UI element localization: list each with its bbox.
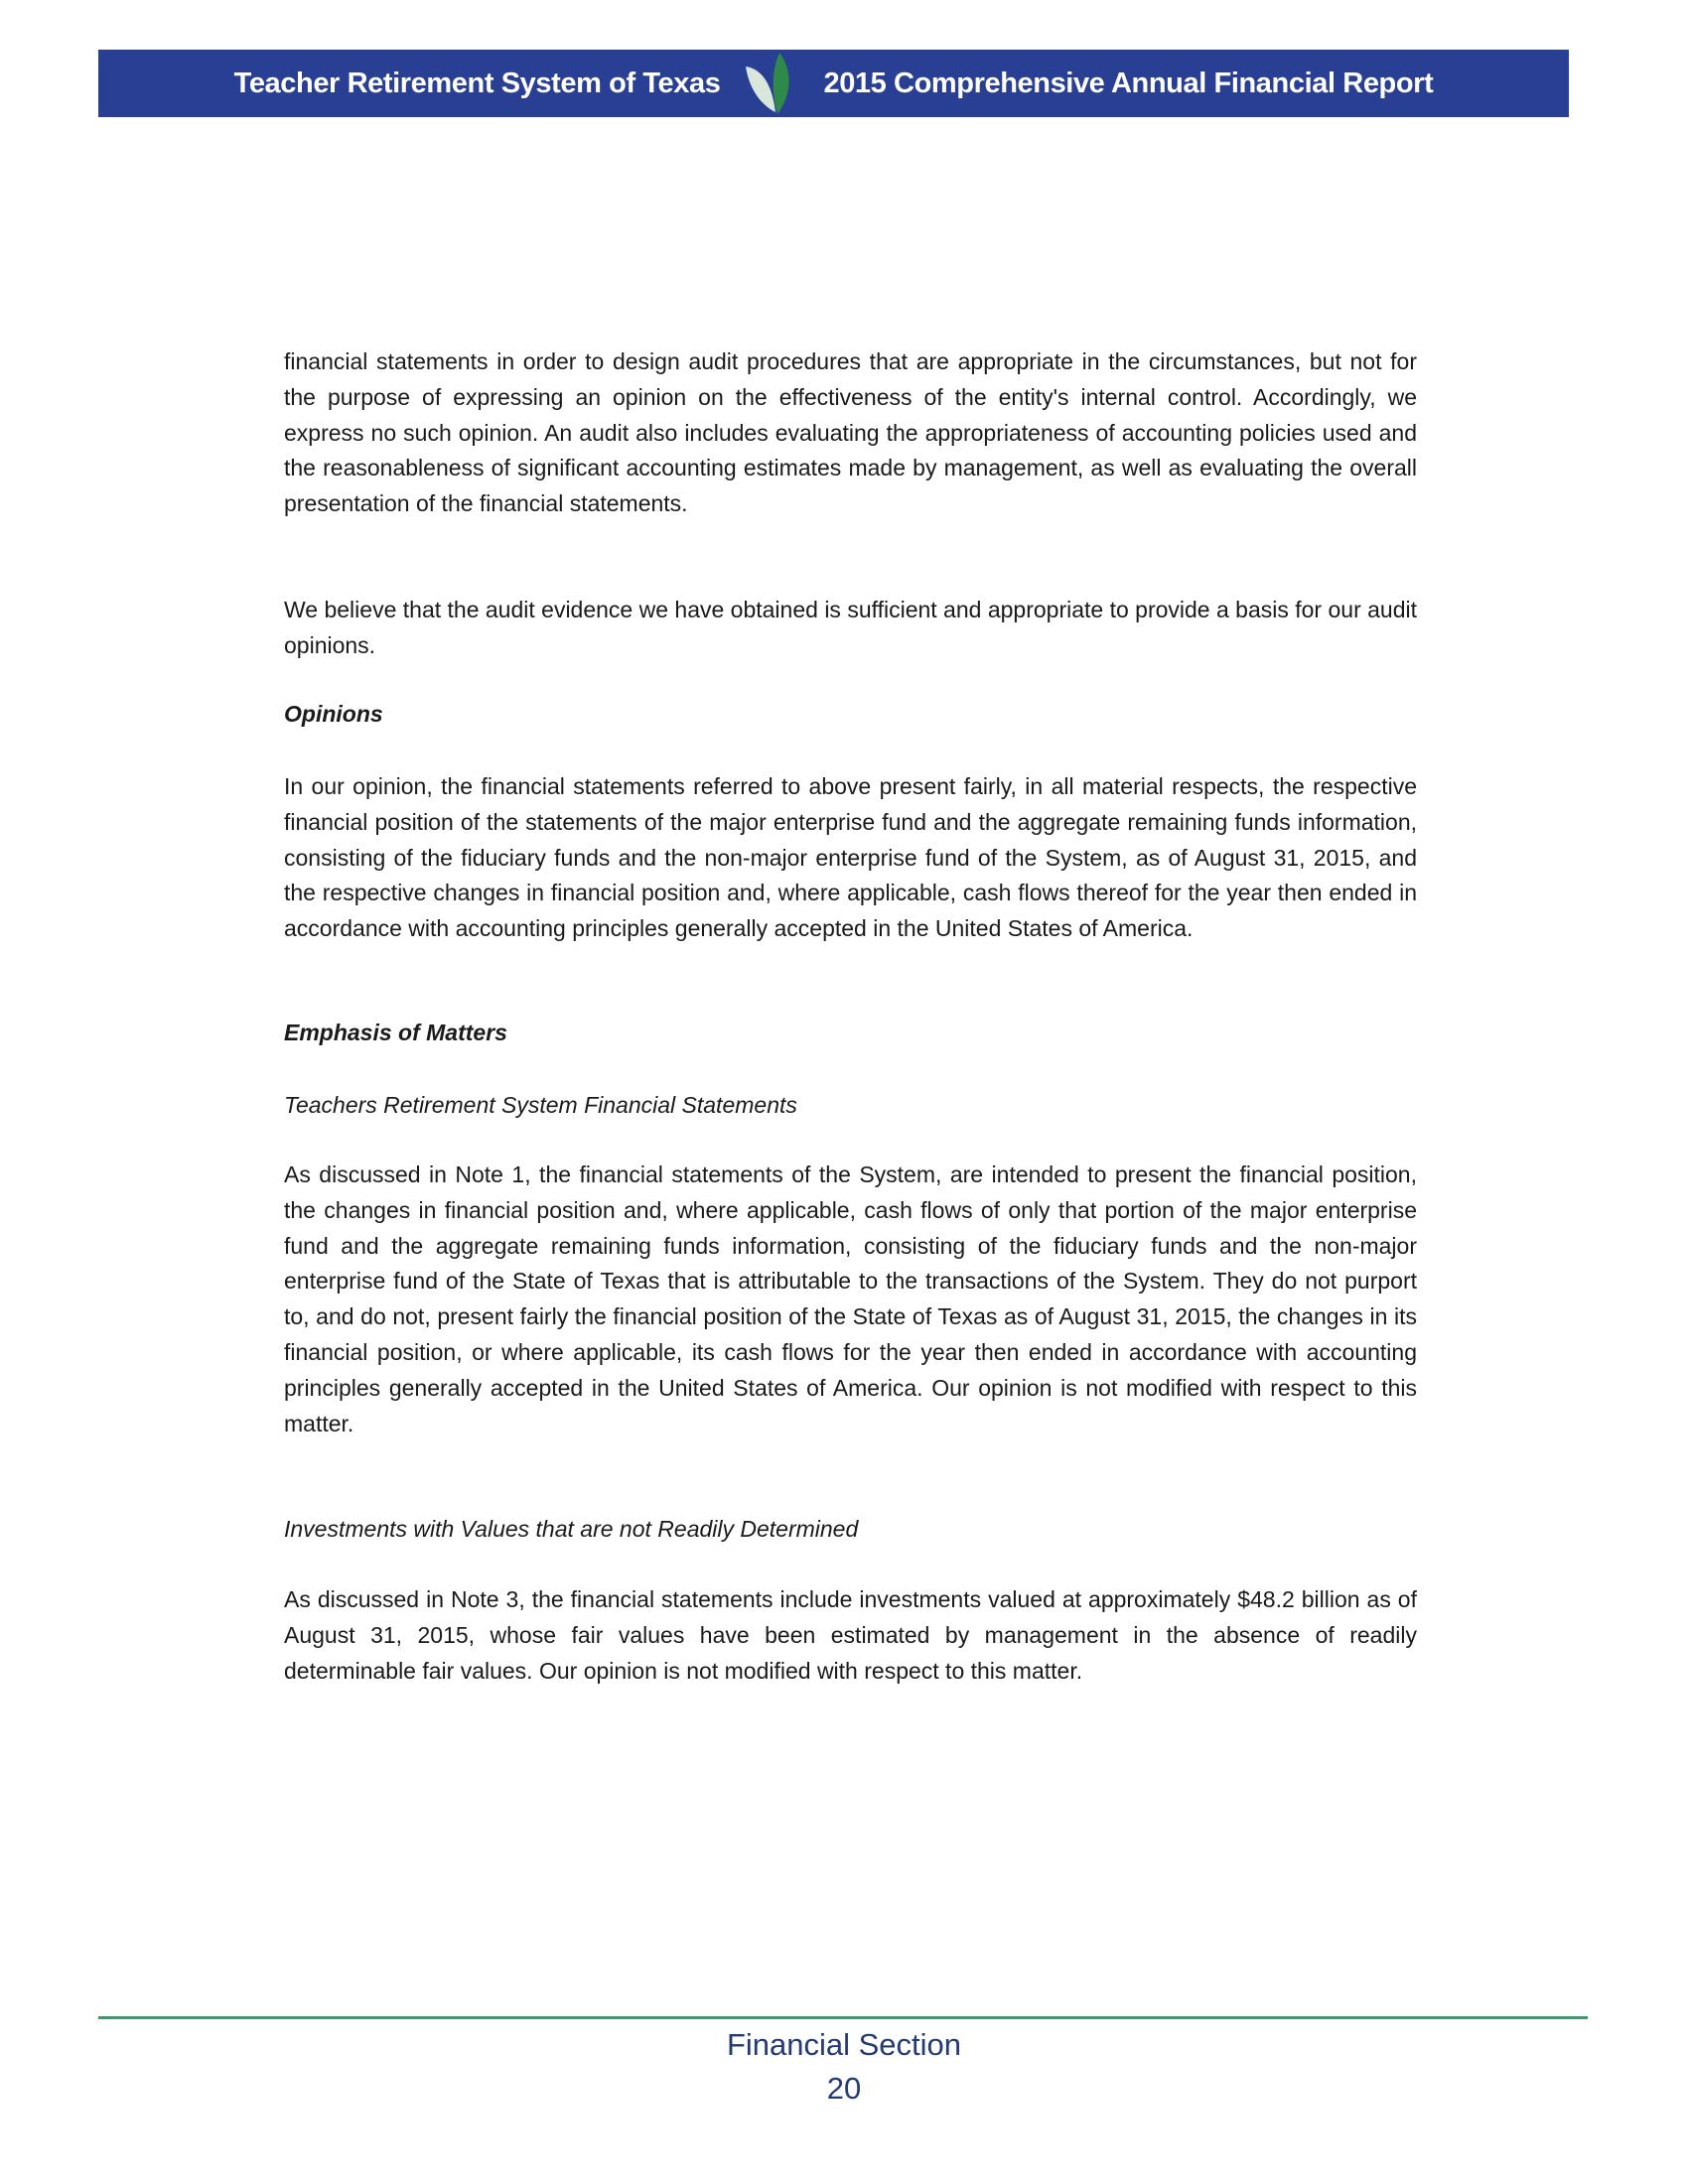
paragraph-note-3: As discussed in Note 3, the financial statements include investments valued at approximately $48.2 billion as of August 31, 2015, whose fair values have been estimated by management in the absence of readily determinable fair values. Our opinion is not modified with respect to this matter.	[284, 1586, 1417, 1684]
paragraph-audit-evidence: We believe that the audit evidence we have obtained is sufficient and appropriate to provide a basis for our audit opinions.	[284, 597, 1417, 658]
page-number: 20	[826, 2071, 862, 2106]
footer-section-label: Financial Section	[726, 2027, 962, 2062]
paragraph-note-1: As discussed in Note 1, the financial statements of the System, are intended to present the financial position, the changes in financial position and, where applicable, cash flows of only that portion of the major enterprise fund and the aggregate remaining funds information, consisting of the fiduciary funds and the non-major enterprise fund of the State of Texas that is attributable to the transactions of the System. They do not purport to, and do not, present fairly the financial position of the State of Texas as of August 31, 2015, the changes in its financial position, or where applicable, its cash flows for the year then ended in accordance with accounting principles generally accepted in the United States of America. Our opinion is not modified with respect to this matter.	[284, 1161, 1417, 1436]
page-header	[98, 50, 1569, 117]
header-org-title: Teacher Retirement System of Texas	[233, 67, 721, 99]
subheading-investments: Investments with Values that are not Readily Determined	[284, 1516, 859, 1542]
header-report-title: 2015 Comprehensive Annual Financial Report	[823, 67, 1434, 99]
leaf-logo-icon	[742, 53, 801, 114]
paragraph-audit-procedures: financial statements in order to design audit procedures that are appropriate in the circumstances, but not for the purpose of expressing an opinion on the effectiveness of the entity's internal control. Accordingly, we express no such opinion. An audit also includes evaluating the appropriateness of accounting policies used and the reasonableness of significant accounting estimates made by management, as well as evaluating the overall presentation of the financial statements.	[284, 348, 1417, 517]
heading-opinions: Opinions	[284, 701, 383, 727]
paragraph-opinion: In our opinion, the financial statements referred to above present fairly, in all material respects, the respective financial position of the statements of the major enterprise fund and the aggregate remaining funds information, consisting of the fiduciary funds and the non-major enterprise fund of the System, as of August 31, 2015, and the respective changes in financial position and, where applicable, cash flows thereof for the year then ended in accordance with accounting principles generally accepted in the United States of America.	[284, 773, 1417, 942]
heading-emphasis-of-matters: Emphasis of Matters	[284, 1020, 507, 1045]
subheading-trs-financial-statements: Teachers Retirement System Financial Statements	[284, 1092, 797, 1118]
footer-divider	[98, 2016, 1588, 2019]
